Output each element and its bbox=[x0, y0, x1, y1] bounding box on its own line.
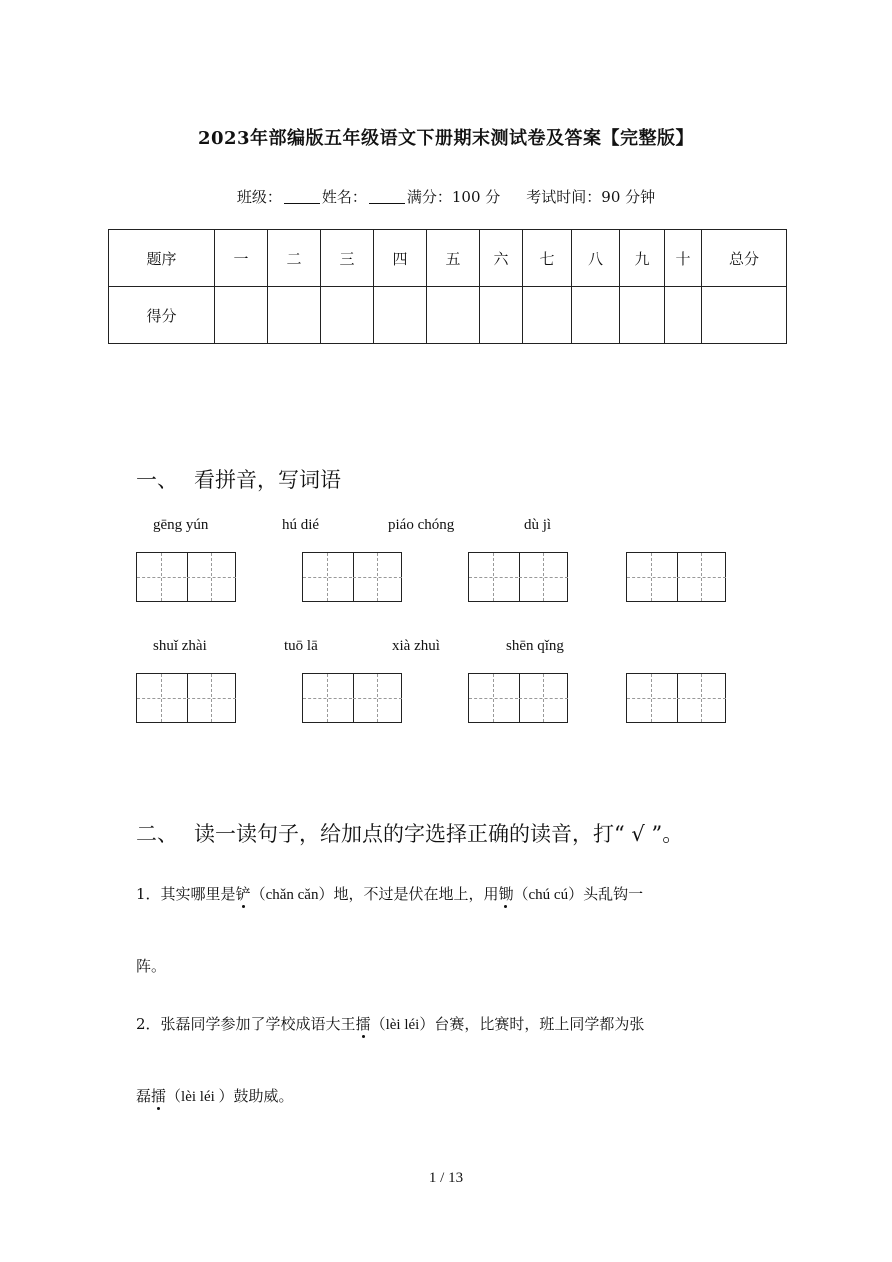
score-header-cell: 总分 bbox=[702, 230, 787, 287]
score-value-row bbox=[109, 287, 787, 344]
score-cell[interactable] bbox=[665, 287, 702, 344]
question-text: 头乱钩一 bbox=[583, 885, 644, 903]
dotted-char: 铲 bbox=[235, 885, 251, 903]
writing-grid[interactable] bbox=[626, 552, 726, 602]
question-2-line-2 bbox=[136, 1085, 294, 1106]
question-number: 2． bbox=[136, 1015, 161, 1033]
pinyin-choice[interactable]: （chú cú） bbox=[513, 887, 584, 903]
pinyin-choice[interactable]: （lèi léi） bbox=[370, 1017, 435, 1033]
pinyin-label: piáo chóng bbox=[388, 517, 455, 533]
score-cell[interactable] bbox=[572, 287, 620, 344]
writing-grid[interactable] bbox=[136, 673, 236, 723]
exam-meta bbox=[0, 186, 892, 207]
pinyin-label: xià zhuì bbox=[392, 638, 440, 654]
pinyin-choice[interactable]: （lèi léi ） bbox=[166, 1089, 234, 1105]
score-cell[interactable] bbox=[374, 287, 427, 344]
score-header-cell: 七 bbox=[523, 230, 572, 287]
score-header-cell: 题序 bbox=[109, 230, 215, 287]
question-text: 磊 bbox=[136, 1087, 152, 1105]
pinyin-label: gēng yún bbox=[153, 517, 209, 533]
section-1-heading bbox=[136, 464, 341, 494]
full-score: 满分：100 分 bbox=[406, 188, 501, 206]
exam-time: 考试时间：90 分钟 bbox=[526, 188, 656, 206]
question-text: 鼓助威。 bbox=[233, 1087, 294, 1105]
section-1-title: 看拼音，写词语 bbox=[194, 468, 341, 492]
pinyin-label: tuō lā bbox=[284, 638, 318, 654]
dotted-char: 擂 bbox=[355, 1015, 371, 1033]
writing-grid[interactable] bbox=[136, 552, 236, 602]
score-header-cell: 三 bbox=[321, 230, 374, 287]
score-cell[interactable] bbox=[523, 287, 572, 344]
score-cell[interactable] bbox=[427, 287, 480, 344]
score-table bbox=[108, 229, 787, 344]
score-header-cell: 四 bbox=[374, 230, 427, 287]
writing-grid[interactable] bbox=[626, 673, 726, 723]
question-2-line-1 bbox=[136, 1013, 644, 1034]
writing-grid[interactable] bbox=[302, 673, 402, 723]
score-header-cell: 二 bbox=[268, 230, 321, 287]
score-header-cell: 六 bbox=[480, 230, 523, 287]
score-header-cell: 十 bbox=[665, 230, 702, 287]
writing-grid[interactable] bbox=[468, 673, 568, 723]
score-cell[interactable] bbox=[268, 287, 321, 344]
pinyin-label: dù jì bbox=[524, 517, 552, 533]
score-header-cell: 八 bbox=[572, 230, 620, 287]
question-text: 地，不过是伏在地上，用 bbox=[333, 885, 499, 903]
name-blank[interactable] bbox=[369, 189, 405, 204]
section-1-number: 一、 bbox=[136, 468, 178, 492]
question-1-line-1 bbox=[136, 883, 643, 904]
score-header-cell: 一 bbox=[215, 230, 268, 287]
score-cell[interactable] bbox=[321, 287, 374, 344]
dotted-char: 擂 bbox=[151, 1087, 167, 1105]
class-label: 班级： bbox=[236, 188, 282, 206]
page-title: 2023年部编版五年级语文下册期末测试卷及答案【完整版】 bbox=[197, 128, 695, 149]
pinyin-label: shēn qǐng bbox=[506, 638, 564, 654]
pinyin-choice[interactable]: （chǎn cǎn） bbox=[250, 887, 334, 903]
pinyin-label: hú dié bbox=[282, 517, 320, 533]
section-2-heading bbox=[136, 818, 683, 848]
question-text: 台赛，比赛时，班上同学都为张 bbox=[434, 1015, 645, 1033]
score-cell[interactable] bbox=[480, 287, 523, 344]
class-blank[interactable] bbox=[284, 189, 320, 204]
writing-grid[interactable] bbox=[468, 552, 568, 602]
writing-grid[interactable] bbox=[302, 552, 402, 602]
score-header-cell: 五 bbox=[427, 230, 480, 287]
question-text: 张磊同学参加了学校成语大王 bbox=[160, 1015, 356, 1033]
question-number: 1． bbox=[136, 885, 161, 903]
dotted-char: 锄 bbox=[498, 885, 514, 903]
question-1-line-2: 阵。 bbox=[136, 957, 167, 975]
page-number: 1 / 13 bbox=[428, 1170, 464, 1186]
section-2-number: 二、 bbox=[136, 822, 178, 846]
score-header-cell: 九 bbox=[620, 230, 665, 287]
score-cell[interactable] bbox=[702, 287, 787, 344]
score-cell[interactable] bbox=[620, 287, 665, 344]
pinyin-label: shuǐ zhài bbox=[153, 638, 207, 654]
question-text: 其实哪里是 bbox=[160, 885, 236, 903]
section-2-title: 读一读句子，给加点的字选择正确的读音，打“ √ ”。 bbox=[194, 822, 684, 846]
score-row-label: 得分 bbox=[109, 287, 215, 344]
score-header-row bbox=[109, 230, 787, 287]
name-label: 姓名： bbox=[321, 188, 367, 206]
score-cell[interactable] bbox=[215, 287, 268, 344]
